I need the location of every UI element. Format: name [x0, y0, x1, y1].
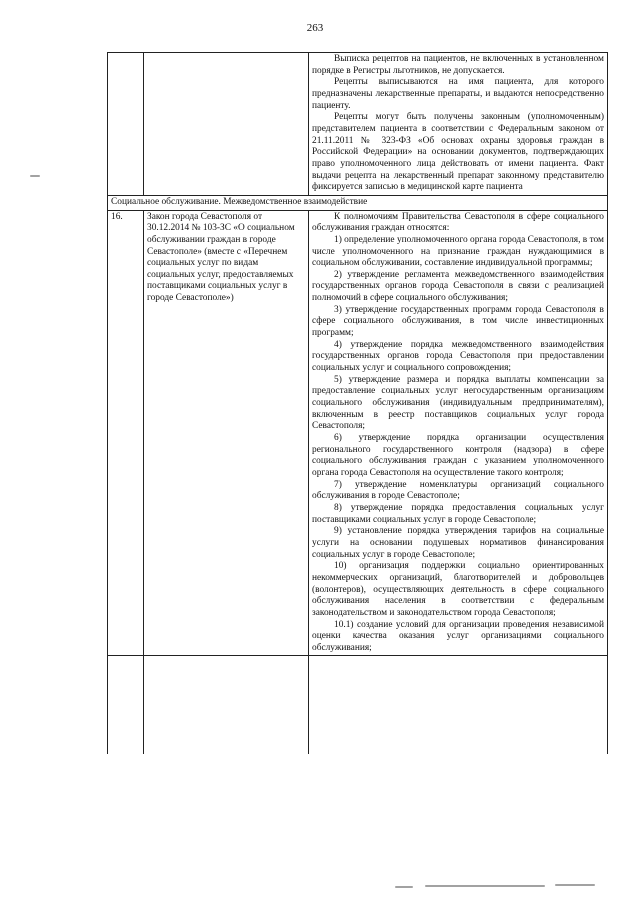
paragraph: 5) утверждение размера и порядка выплаты компенсации за предоставление социальных услуг негосударственным организациям социального обслуживания (индивидуальным предпринимателям), включенным в реестр поставщиков социальных услуг города Севастополя; [312, 374, 604, 432]
scan-smudge-3 [555, 884, 595, 886]
table-row-16 [108, 210, 608, 656]
scan-smudge-1 [395, 886, 413, 888]
paragraph: 10.1) создание условий для организации проведения независимой оценки качества оказания услуг организациями социального обслуживания; [312, 619, 604, 653]
scan-smudge-4 [30, 175, 40, 177]
number-cell [108, 656, 144, 755]
paragraph: Рецепты могут быть получены законным (уполномоченным) представителем пациента в соответствии с Федеральным законом от 21.11.2011 № 323-ФЗ «Об основах охраны здоровья граждан в Российской Федерации» на основании документов, подтверждающих право уполномоченного лица действовать от имени пациента. Факт выдачи рецепта на лекарственный препарат законному представителю фиксируется записью в медицинской карте пациента [312, 112, 604, 193]
number-cell [108, 53, 144, 196]
paragraph: 3) утверждение государственных программ города Севастополя в сфере социального обслуживания, в том числе инвестиционных программ; [312, 304, 604, 339]
table-row-prescriptions [108, 53, 608, 196]
content-cell [309, 656, 608, 755]
paragraph: 10) организация поддержки социально ориентированных некоммерческих организаций, благотворителей и добровольцев (волонтеров), осуществляющих деятельность в сфере социального обслуживания населения в соответствии с федеральным законодательством и законодательством города Севастополя; [312, 561, 604, 618]
paragraph: Рецепты выписываются на имя пациента, для которого предназначены лекарственные препараты, и выдаются непосредственно пациенту. [312, 77, 604, 111]
law-reference: Закон города Севастополя от 30.12.2014 № 103-ЗС «О социальном обслуживании граждан в городе Севастополе» (вместе с «Перечнем социальных услуг по видам социальных услуг, предоставляемых поставщиками социальных услуг в городе Севастополе») [147, 211, 295, 304]
law-cell [144, 656, 309, 755]
paragraph: Выписка рецептов на пациентов, не включенных в установленном порядке в Регистры льготников, не допускается. [312, 54, 604, 76]
table-continuation [108, 656, 608, 755]
paragraph: 2) утверждение регламента межведомственного взаимодействия государственных органов города Севастополя в связи с реализацией полномочий в сфере социального обслуживания; [312, 269, 604, 304]
paragraph: 7) утверждение номенклатуры организаций социального обслуживания в городе Севастополе; [312, 479, 604, 502]
section-header-row [108, 195, 608, 210]
paragraph: К полномочиям Правительства Севастополя в сфере социального обслуживания граждан относятся: [312, 211, 604, 234]
legal-acts-table [107, 52, 608, 754]
paragraph: 9) установление порядка утверждения тарифов на социальные услуги на основании подушевых нормативов финансирования социальных услуг в городе Севастополе; [312, 526, 604, 560]
section-title: Социальное обслуживание. Межведомственное взаимодействие [108, 195, 608, 210]
paragraph: 4) утверждение порядка межведомственного взаимодействия государственных органов города Севастополя при предоставлении социальных услуг и социального сопровождения; [312, 339, 604, 374]
law-cell [144, 210, 309, 656]
content-cell [309, 53, 608, 196]
paragraph: 8) утверждение порядка предоставления социальных услуг поставщиками социальных услуг в городе Севастополе; [312, 502, 604, 525]
scan-smudge-2 [425, 885, 545, 887]
content-cell [309, 210, 608, 656]
paragraph: 6) утверждение порядка организации осуществления регионального государственного контроля (надзора) в сфере социального обслуживания граждан с указанием уполномоченного органа города Севастополя на осуществление такого контроля; [312, 433, 604, 478]
law-cell [144, 53, 309, 196]
page-number: 263 [306, 22, 324, 34]
paragraph: 1) определение уполномоченного органа города Севастополя, в том числе уполномоченного на признание граждан нуждающимися в социальном обслуживании, составление индивидуальной программы; [312, 234, 604, 269]
row-number: 16. [108, 210, 144, 656]
